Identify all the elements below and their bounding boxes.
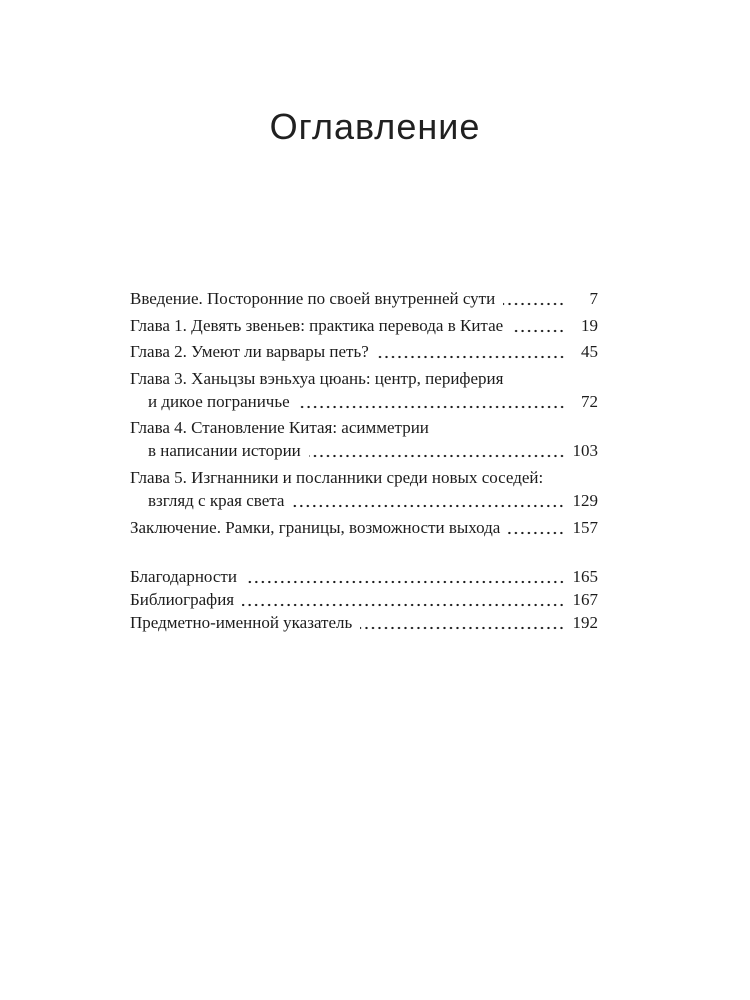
dot-leader bbox=[377, 340, 565, 363]
toc-entry-title: Предметно-именной указатель bbox=[130, 613, 353, 632]
toc-entry-chapter-2 bbox=[130, 340, 598, 363]
toc-page-number: 192 bbox=[572, 613, 598, 632]
dot-leader bbox=[242, 588, 565, 611]
page-title: Оглавление bbox=[269, 106, 481, 147]
toc-entry-conclusion bbox=[130, 516, 598, 539]
toc-entry-title-continuation: в написании истории bbox=[148, 441, 301, 461]
dot-leader bbox=[245, 565, 565, 588]
toc-page-number: 157 bbox=[572, 517, 598, 537]
toc-entry-index bbox=[130, 611, 598, 634]
toc-entry-chapter-5 bbox=[130, 466, 598, 512]
toc-row bbox=[130, 416, 598, 439]
toc-row bbox=[130, 367, 598, 390]
toc-page-number: 7 bbox=[589, 289, 598, 308]
toc-page-number: 72 bbox=[581, 391, 598, 411]
toc-entry-chapter-4 bbox=[130, 416, 598, 462]
dot-leader bbox=[503, 287, 565, 310]
toc-row bbox=[130, 565, 598, 588]
toc-page-number: 103 bbox=[572, 441, 598, 461]
toc-entry-bibliography bbox=[130, 588, 598, 611]
toc-page-number: 19 bbox=[581, 315, 598, 335]
toc-row bbox=[130, 611, 598, 634]
dot-leader bbox=[508, 516, 565, 539]
toc-entry-title-continuation: и дикое пограничье bbox=[148, 391, 290, 411]
toc-entry-title: Библиография bbox=[130, 590, 235, 609]
toc-row-continuation bbox=[130, 489, 598, 512]
toc-entry-title: Глава 4. Становление Китая: асимметрии bbox=[130, 418, 429, 438]
toc-row bbox=[130, 588, 598, 611]
toc-row bbox=[130, 466, 598, 489]
dot-leader bbox=[309, 439, 565, 462]
toc-entry-title: Глава 2. Умеют ли варвары петь? bbox=[130, 342, 369, 362]
toc-entry-introduction bbox=[130, 287, 598, 310]
dot-leader bbox=[511, 314, 565, 337]
toc-page-number: 45 bbox=[581, 342, 598, 362]
toc-entry-title: Глава 5. Изгнанники и посланники среди новых соседей: bbox=[130, 467, 544, 487]
toc-row-continuation bbox=[130, 390, 598, 413]
toc-page-number: 167 bbox=[572, 590, 598, 609]
toc-entry-chapter-1 bbox=[130, 314, 598, 337]
dot-leader bbox=[292, 489, 565, 512]
toc-row bbox=[130, 287, 598, 310]
toc-entry-acknowledgements bbox=[130, 565, 598, 588]
dot-leader bbox=[298, 390, 565, 413]
toc-back-matter-list bbox=[130, 565, 598, 634]
toc-entry-title: Глава 3. Ханьцзы вэньхуа цюань: центр, периферия bbox=[130, 368, 504, 388]
toc-row bbox=[130, 340, 598, 363]
dot-leader bbox=[360, 611, 565, 634]
toc-entry-title-continuation: взгляд с края света bbox=[148, 490, 285, 510]
toc-page-number: 129 bbox=[572, 490, 598, 510]
toc-entry-title: Глава 1. Девять звеньев: практика перевода в Китае bbox=[130, 315, 504, 335]
toc-main-list bbox=[130, 287, 598, 539]
toc-row-continuation bbox=[130, 439, 598, 462]
toc-entry-chapter-3 bbox=[130, 367, 598, 413]
toc-entry-title: Заключение. Рамки, границы, возможности выхода bbox=[130, 517, 501, 537]
toc-row bbox=[130, 516, 598, 539]
toc-row bbox=[130, 314, 598, 337]
toc-entry-title: Введение. Посторонние по своей внутренней сути bbox=[130, 289, 496, 308]
toc-entry-title: Благодарности bbox=[130, 567, 237, 586]
toc-page-number: 165 bbox=[572, 567, 598, 586]
